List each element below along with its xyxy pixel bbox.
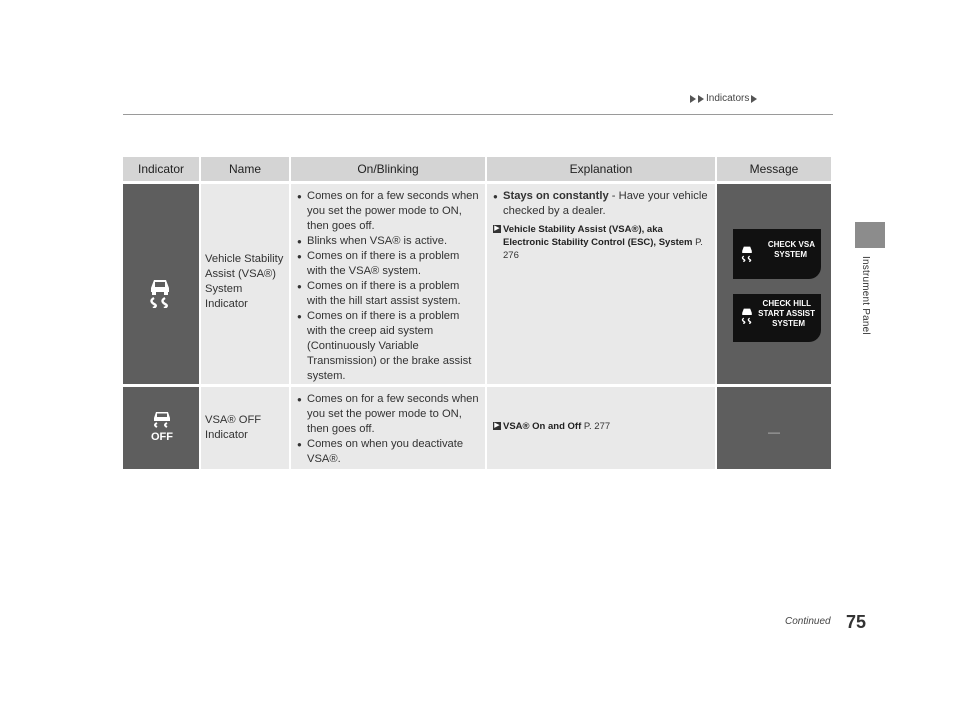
explanation-text: - Have your vehicle checked by a dealer. (503, 190, 708, 217)
cross-reference[interactable] (493, 223, 709, 262)
message-line: SYSTEM (774, 250, 807, 259)
indicator-cell (123, 184, 199, 384)
reference-arrow-icon: ▶ (494, 422, 500, 429)
header-name: Name (201, 157, 289, 181)
list-item: ● Comes on when you deactivate VSA®. (297, 437, 479, 467)
message-display (733, 294, 821, 342)
message-line: START ASSIST (758, 309, 815, 318)
header-indicator: Indicator (123, 157, 199, 181)
list-item: ● Comes on if there is a problem with the VSA® system. (297, 249, 479, 279)
indicator-name-text: Vehicle Stability Assist (VSA®) System Indicator (205, 253, 284, 310)
message-cell (717, 184, 831, 384)
indicator-table (121, 157, 833, 469)
message-line: SYSTEM (772, 319, 805, 328)
breadcrumb-arrow-icon (690, 95, 696, 103)
indicator-name-text: VSA® OFF Indicator (205, 414, 262, 441)
reference-title: VSA® On and Off (503, 421, 582, 432)
vsa-skid-icon (145, 276, 175, 308)
no-message-dash: — (768, 425, 780, 439)
header-on-blinking: On/Blinking (291, 157, 485, 181)
header-rule (123, 114, 833, 115)
breadcrumb-arrow-icon (751, 95, 757, 103)
indicator-name (201, 184, 289, 384)
explanation-lead: Stays on constantly (503, 190, 609, 202)
breadcrumb-section: Indicators (706, 93, 750, 104)
reference-arrow-icon: ▶ (494, 225, 500, 232)
vsa-off-icon-label: OFF (151, 431, 173, 443)
message-display (733, 229, 821, 279)
reference-page: P. 277 (583, 421, 611, 432)
message-line: CHECK HILL (762, 299, 811, 308)
header-message: Message (717, 157, 831, 181)
list-item: ● Blinks when VSA® is active. (297, 234, 479, 249)
message-line: CHECK VSA (767, 240, 815, 249)
reference-page: P. 276 (503, 237, 703, 261)
table-row-vsa (123, 184, 831, 384)
table-header-row (123, 157, 831, 181)
breadcrumb-arrow-icon (698, 95, 704, 103)
explanation-cell (487, 387, 715, 469)
table-row-vsa-off (123, 387, 831, 469)
chapter-label: Instrument Panel (860, 256, 871, 335)
list-item: ● Comes on for a few seconds when you set the power mode to ON, then goes off. (297, 392, 479, 437)
page-number: 75 (846, 612, 867, 632)
list-item: ● Comes on if there is a problem with the hill start assist system. (297, 279, 479, 309)
cross-reference[interactable] (493, 420, 709, 433)
on-blinking-cell (291, 184, 485, 384)
chapter-tab (855, 222, 885, 248)
list-item (493, 189, 709, 219)
reference-title: Vehicle Stability Assist (VSA®), aka Electronic Stability Control (ESC), System (503, 224, 693, 248)
breadcrumb (690, 93, 840, 104)
indicator-cell (123, 387, 199, 469)
on-blinking-cell (291, 387, 485, 469)
list-item: ● Comes on for a few seconds when you set the power mode to ON, then goes off. (297, 189, 479, 234)
message-cell (717, 387, 831, 469)
vsa-off-icon (147, 409, 177, 443)
vsa-skid-icon (739, 306, 755, 324)
indicator-name (201, 387, 289, 469)
list-item: ● Comes on if there is a problem with the creep aid system (Continuously Variable Transmission) or the brake assist system. (297, 309, 479, 384)
header-explanation: Explanation (487, 157, 715, 181)
vsa-skid-icon (739, 244, 755, 262)
continued-label: Continued (785, 616, 831, 627)
explanation-cell (487, 184, 715, 384)
